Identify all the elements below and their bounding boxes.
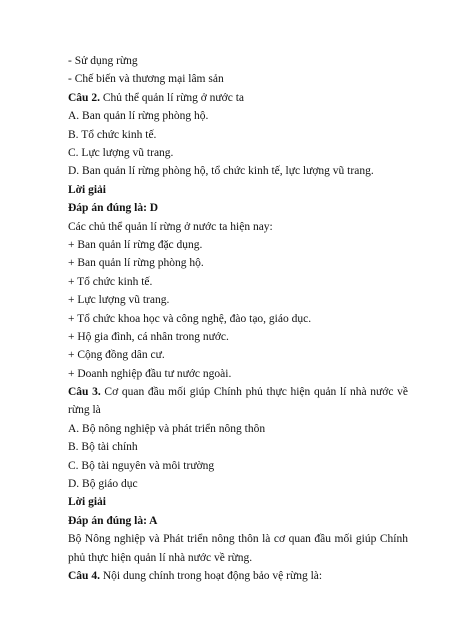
answer-option: D. Bộ giáo dục <box>68 478 138 490</box>
answer-option: C. Bộ tài nguyên và môi trường <box>68 460 215 472</box>
answer-option: A. Ban quản lí rừng phòng hộ. <box>68 110 209 122</box>
answer-option: C. Lực lượng vũ trang. <box>68 147 174 159</box>
question-text: Chủ thể quản lí rừng ở nước ta <box>99 92 245 104</box>
list-item: + Hộ gia đình, cá nhân trong nước. <box>68 331 229 343</box>
text-line: Các chủ thể quản lí rừng ở nước ta hiện nay: <box>68 221 273 233</box>
question-label: Câu 3. <box>68 386 101 398</box>
text-line: - Chế biến và thương mại lâm sản <box>68 73 224 85</box>
question-text: Nội dung chính trong hoạt động bảo vệ rừng là: <box>99 570 323 582</box>
answer-option: B. Bộ tài chính <box>68 441 138 453</box>
text-line: phủ thực hiện quản lí nhà nước về rừng. <box>68 552 253 564</box>
correct-answer: Đáp án đúng là: D <box>68 202 159 214</box>
list-item: + Tổ chức kinh tế. <box>68 276 153 288</box>
list-item: + Doanh nghiệp đầu tư nước ngoài. <box>68 368 232 380</box>
correct-answer: Đáp án đúng là: A <box>68 515 158 527</box>
solution-heading: Lời giải <box>68 184 106 196</box>
list-item: + Cộng đồng dân cư. <box>68 349 165 361</box>
question-2 <box>68 91 408 105</box>
question-3 <box>68 385 408 399</box>
list-item: + Lực lượng vũ trang. <box>68 294 170 306</box>
text-line: Bộ Nông nghiệp và Phát triển nông thôn là cơ quan đầu mối giúp Chính <box>68 533 408 545</box>
text-line: - Sử dụng rừng <box>68 55 138 67</box>
question-label: Câu 2. <box>68 92 100 104</box>
text-line: rừng là <box>68 404 101 416</box>
list-item: + Tổ chức khoa học và công nghệ, đào tạo, giáo dục. <box>68 313 312 325</box>
list-item: + Ban quản lí rừng đặc dụng. <box>68 239 203 251</box>
question-4 <box>68 569 408 583</box>
question-label: Câu 4. <box>68 570 100 582</box>
question-text: Cơ quan đầu mối giúp Chính phủ thực hiện quản lí nhà nước về <box>100 386 408 398</box>
answer-option: B. Tổ chức kinh tế. <box>68 129 157 141</box>
list-item: + Ban quản lí rừng phòng hộ. <box>68 257 204 269</box>
answer-option: A. Bộ nông nghiệp và phát triển nông thôn <box>68 423 266 435</box>
answer-option: D. Ban quản lí rừng phòng hộ, tổ chức kinh tế, lực lượng vũ trang. <box>68 165 374 177</box>
solution-heading: Lời giải <box>68 496 106 508</box>
